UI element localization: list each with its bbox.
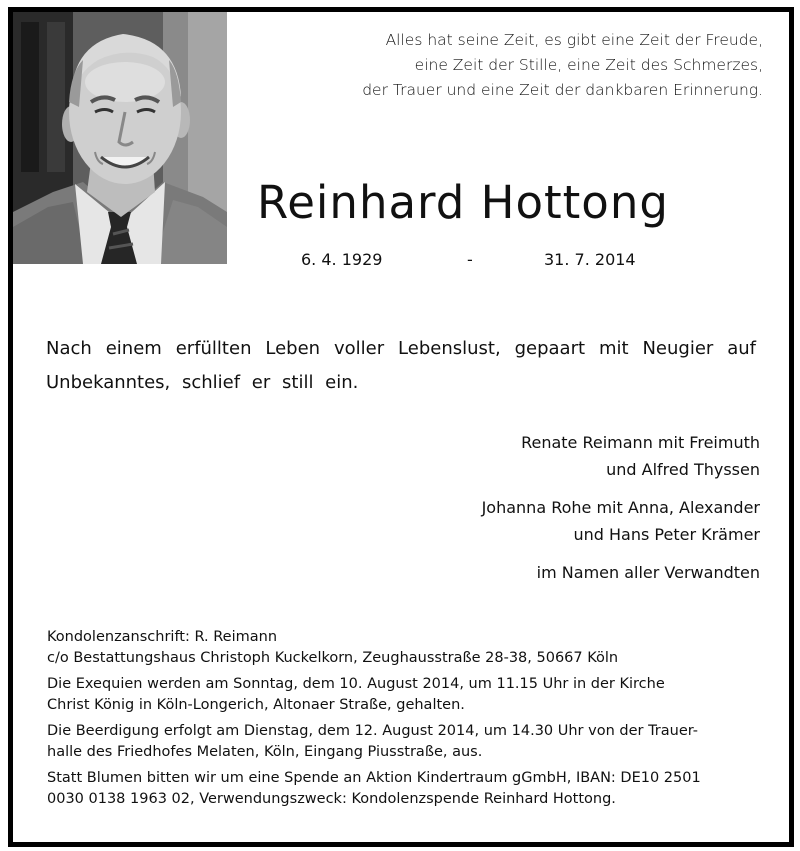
mourner-group bbox=[340, 494, 760, 548]
exequien-line: Christ König in Köln-Longerich, Altonaer Straße, gehalten. bbox=[47, 697, 465, 713]
motto-line: eine Zeit der Stille, eine Zeit des Schmerzes, bbox=[414, 56, 763, 74]
exequien-line: Die Exequien werden am Sonntag, dem 10. August 2014, um 11.15 Uhr in der Kirche bbox=[47, 676, 665, 692]
motto-line: Alles hat seine Zeit, es gibt eine Zeit der Freude, bbox=[385, 31, 763, 49]
donation-notice bbox=[47, 768, 759, 810]
burial-line: halle des Friedhofes Melaten, Köln, Eingang Piusstraße, aus. bbox=[47, 744, 483, 760]
donation-line: Statt Blumen bitten wir um eine Spende an Aktion Kindertraum gGmbH, IBAN: DE10 2501 bbox=[47, 770, 701, 786]
condolence-address bbox=[47, 627, 759, 669]
intro-text: Nach einem erfüllten Leben voller Lebenslust, gepaart mit Neugier auf Unbekanntes, schlief er still ein. bbox=[46, 338, 756, 393]
mourner-line: und Alfred Thyssen bbox=[606, 460, 760, 479]
date-separator: - bbox=[467, 250, 473, 269]
mourner-line: Johanna Rohe mit Anna, Alexander bbox=[481, 498, 760, 517]
condolence-line: c/o Bestattungshaus Christoph Kuckelkorn, Zeughausstraße 28-38, 50667 Köln bbox=[47, 650, 619, 666]
burial-line: Die Beerdigung erfolgt am Dienstag, dem 12. August 2014, um 14.30 Uhr von der Trauer- bbox=[47, 723, 699, 739]
mourner-group bbox=[340, 429, 760, 483]
mourners-closing: im Namen aller Verwandten bbox=[536, 563, 760, 582]
birth-date: 6. 4. 1929 bbox=[301, 250, 383, 269]
obituary-frame bbox=[8, 7, 794, 847]
burial-notice bbox=[47, 721, 759, 763]
exequien-notice bbox=[47, 674, 759, 716]
mourner-line: Renate Reimann mit Freimuth bbox=[521, 433, 760, 452]
donation-line: 0030 0138 1963 02, Verwendungszweck: Kondolenzspende Reinhard Hottong. bbox=[47, 791, 616, 807]
deceased-name: Reinhard Hottong bbox=[257, 176, 669, 229]
death-date: 31. 7. 2014 bbox=[544, 250, 636, 269]
motto-quote bbox=[273, 28, 763, 103]
mourners-list bbox=[340, 429, 760, 586]
funeral-information bbox=[47, 627, 759, 810]
portrait-illustration bbox=[13, 12, 227, 264]
mourner-line: und Hans Peter Krämer bbox=[573, 525, 760, 544]
portrait-photo bbox=[13, 12, 227, 264]
condolence-line: Kondolenzanschrift: R. Reimann bbox=[47, 629, 278, 645]
motto-line: der Trauer und eine Zeit der dankbaren Erinnerung. bbox=[362, 81, 763, 99]
